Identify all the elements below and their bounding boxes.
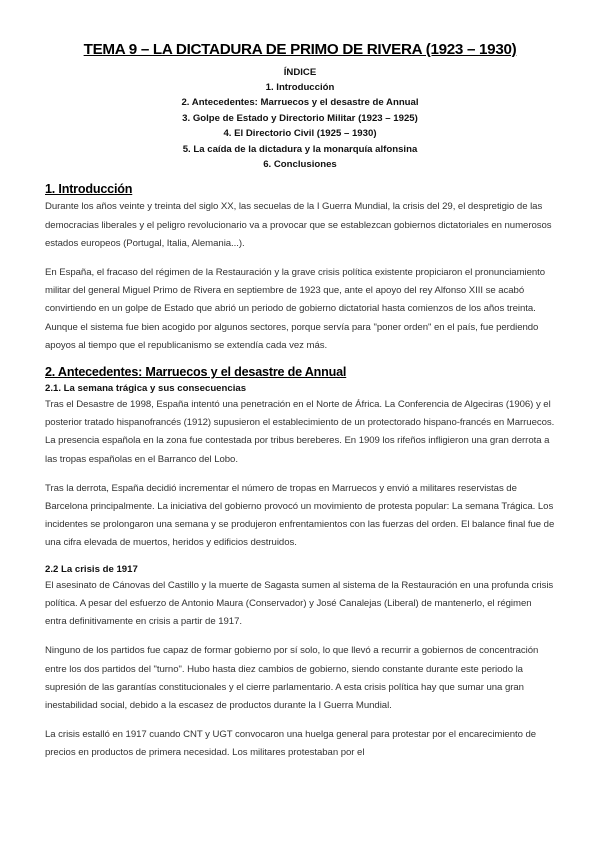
subsection-title-semana-tragica: 2.1. La semana trágica y sus consecuencias — [45, 383, 247, 395]
paragraph: Tras la derrota, España decidió incrementar el número de tropas en Marruecos y envió a militares reservistas de Barcelona principalmente. La iniciativa del gobierno provocó un movimiento de protesta popular: La semana Trágica. Los incidentes se prolongaron una semana y se produjeron enfrentamientos con las fuerzas del orden. El balance final fue de una cifra elevada de muertos, heridos y edificios destruidos. — [45, 482, 555, 549]
paragraph: En España, el fracaso del régimen de la Restauración y la grave crisis política existente propiciaron el pronunciamiento militar del general Miguel Primo de Rivera en septiembre de 1923 que, ante el apoyo del rey Alfonso XIII se acabó convirtiendo en un golpe de Estado que abrió un periodo de gobierno dictatorial hasta comienzos de los años treinta. Aunque el sistema fue bien acogido por algunos sectores, porque servía para "poner orden" en el país, fue perdiendo apoyos al tiempo que el republicanismo se extendía cada vez más. — [45, 267, 546, 351]
subsection-title-crisis-1917: 2.2 La crisis de 1917 — [45, 563, 138, 575]
index-item: 6. Conclusiones — [263, 159, 337, 171]
paragraph: El asesinato de Cánovas del Castillo y la muerte de Sagasta sumen al sistema de la Restauración en una profunda crisis política. A pesar del esfuerzo de Antonio Maura (Conservador) y José Canalejas (Liberal) de mantenerlo, el régimen entra definitivamente en crisis a partir de 1917. — [45, 579, 554, 628]
document-title: TEMA 9 – LA DICTADURA DE PRIMO DE RIVERA (1923 – 1930) — [83, 41, 517, 58]
paragraph: Durante los años veinte y treinta del siglo XX, las secuelas de la I Guerra Mundial, la crisis del 29, el despretigio de las democracias liberales y el peligro revolucionario va a provocar que se establezcan gobiernos dictatoriales en numerosos estados europeos (Portugal, Italia, Alemania...). — [45, 201, 552, 249]
index-item: 2. Antecedentes: Marruecos y el desastre de Annual — [181, 97, 419, 109]
index-item: 4. El Directorio Civil (1925 – 1930) — [223, 128, 377, 140]
index-item: 5. La caída de la dictadura y la monarquía alfonsina — [182, 143, 418, 155]
index-list — [45, 80, 555, 172]
section-title-antecedentes: 2. Antecedentes: Marruecos y el desastre de Annual — [45, 365, 347, 380]
section-title-introduccion: 1. Introducción — [45, 182, 133, 197]
paragraph: Ninguno de los partidos fue capaz de formar gobierno por sí solo, lo que llevó a recurrir a gobiernos de concentración entre los dos partidos del "turno". Hubo hasta diez cambios de gobierno, siendo constante durante este periodo la supresión de las garantías constitucionales y el cierre parlamentario. A esta crisis política hay que sumar una gran inestabilidad social, debido a la escasez de productos durante la I Guerra Mundial. — [45, 645, 539, 711]
index-item: 1. Introducción — [265, 82, 335, 93]
paragraph: Tras el Desastre de 1998, España intentó una penetración en el Norte de África. La Conferencia de Algeciras (1906) y el posterior tratado hispanofrancés (1912) supusieron el establecimiento de un protectorado hispano-francés en Marruecos. La presencia española en la zona fue contestada por tribus bereberes. En 1909 los rifeños infligieron una gran derrota a las tropas españolas en el Barranco del Lobo. — [45, 399, 555, 465]
index-item: 3. Golpe de Estado y Directorio Militar (1923 – 1925) — [182, 112, 418, 124]
paragraph: La crisis estalló en 1917 cuando CNT y UGT convocaron una huelga general para protestar por el encarecimiento de precios en productos de primera necesidad. Los militares protestaban por el — [45, 729, 537, 759]
index-heading: ÍNDICE — [283, 67, 317, 78]
